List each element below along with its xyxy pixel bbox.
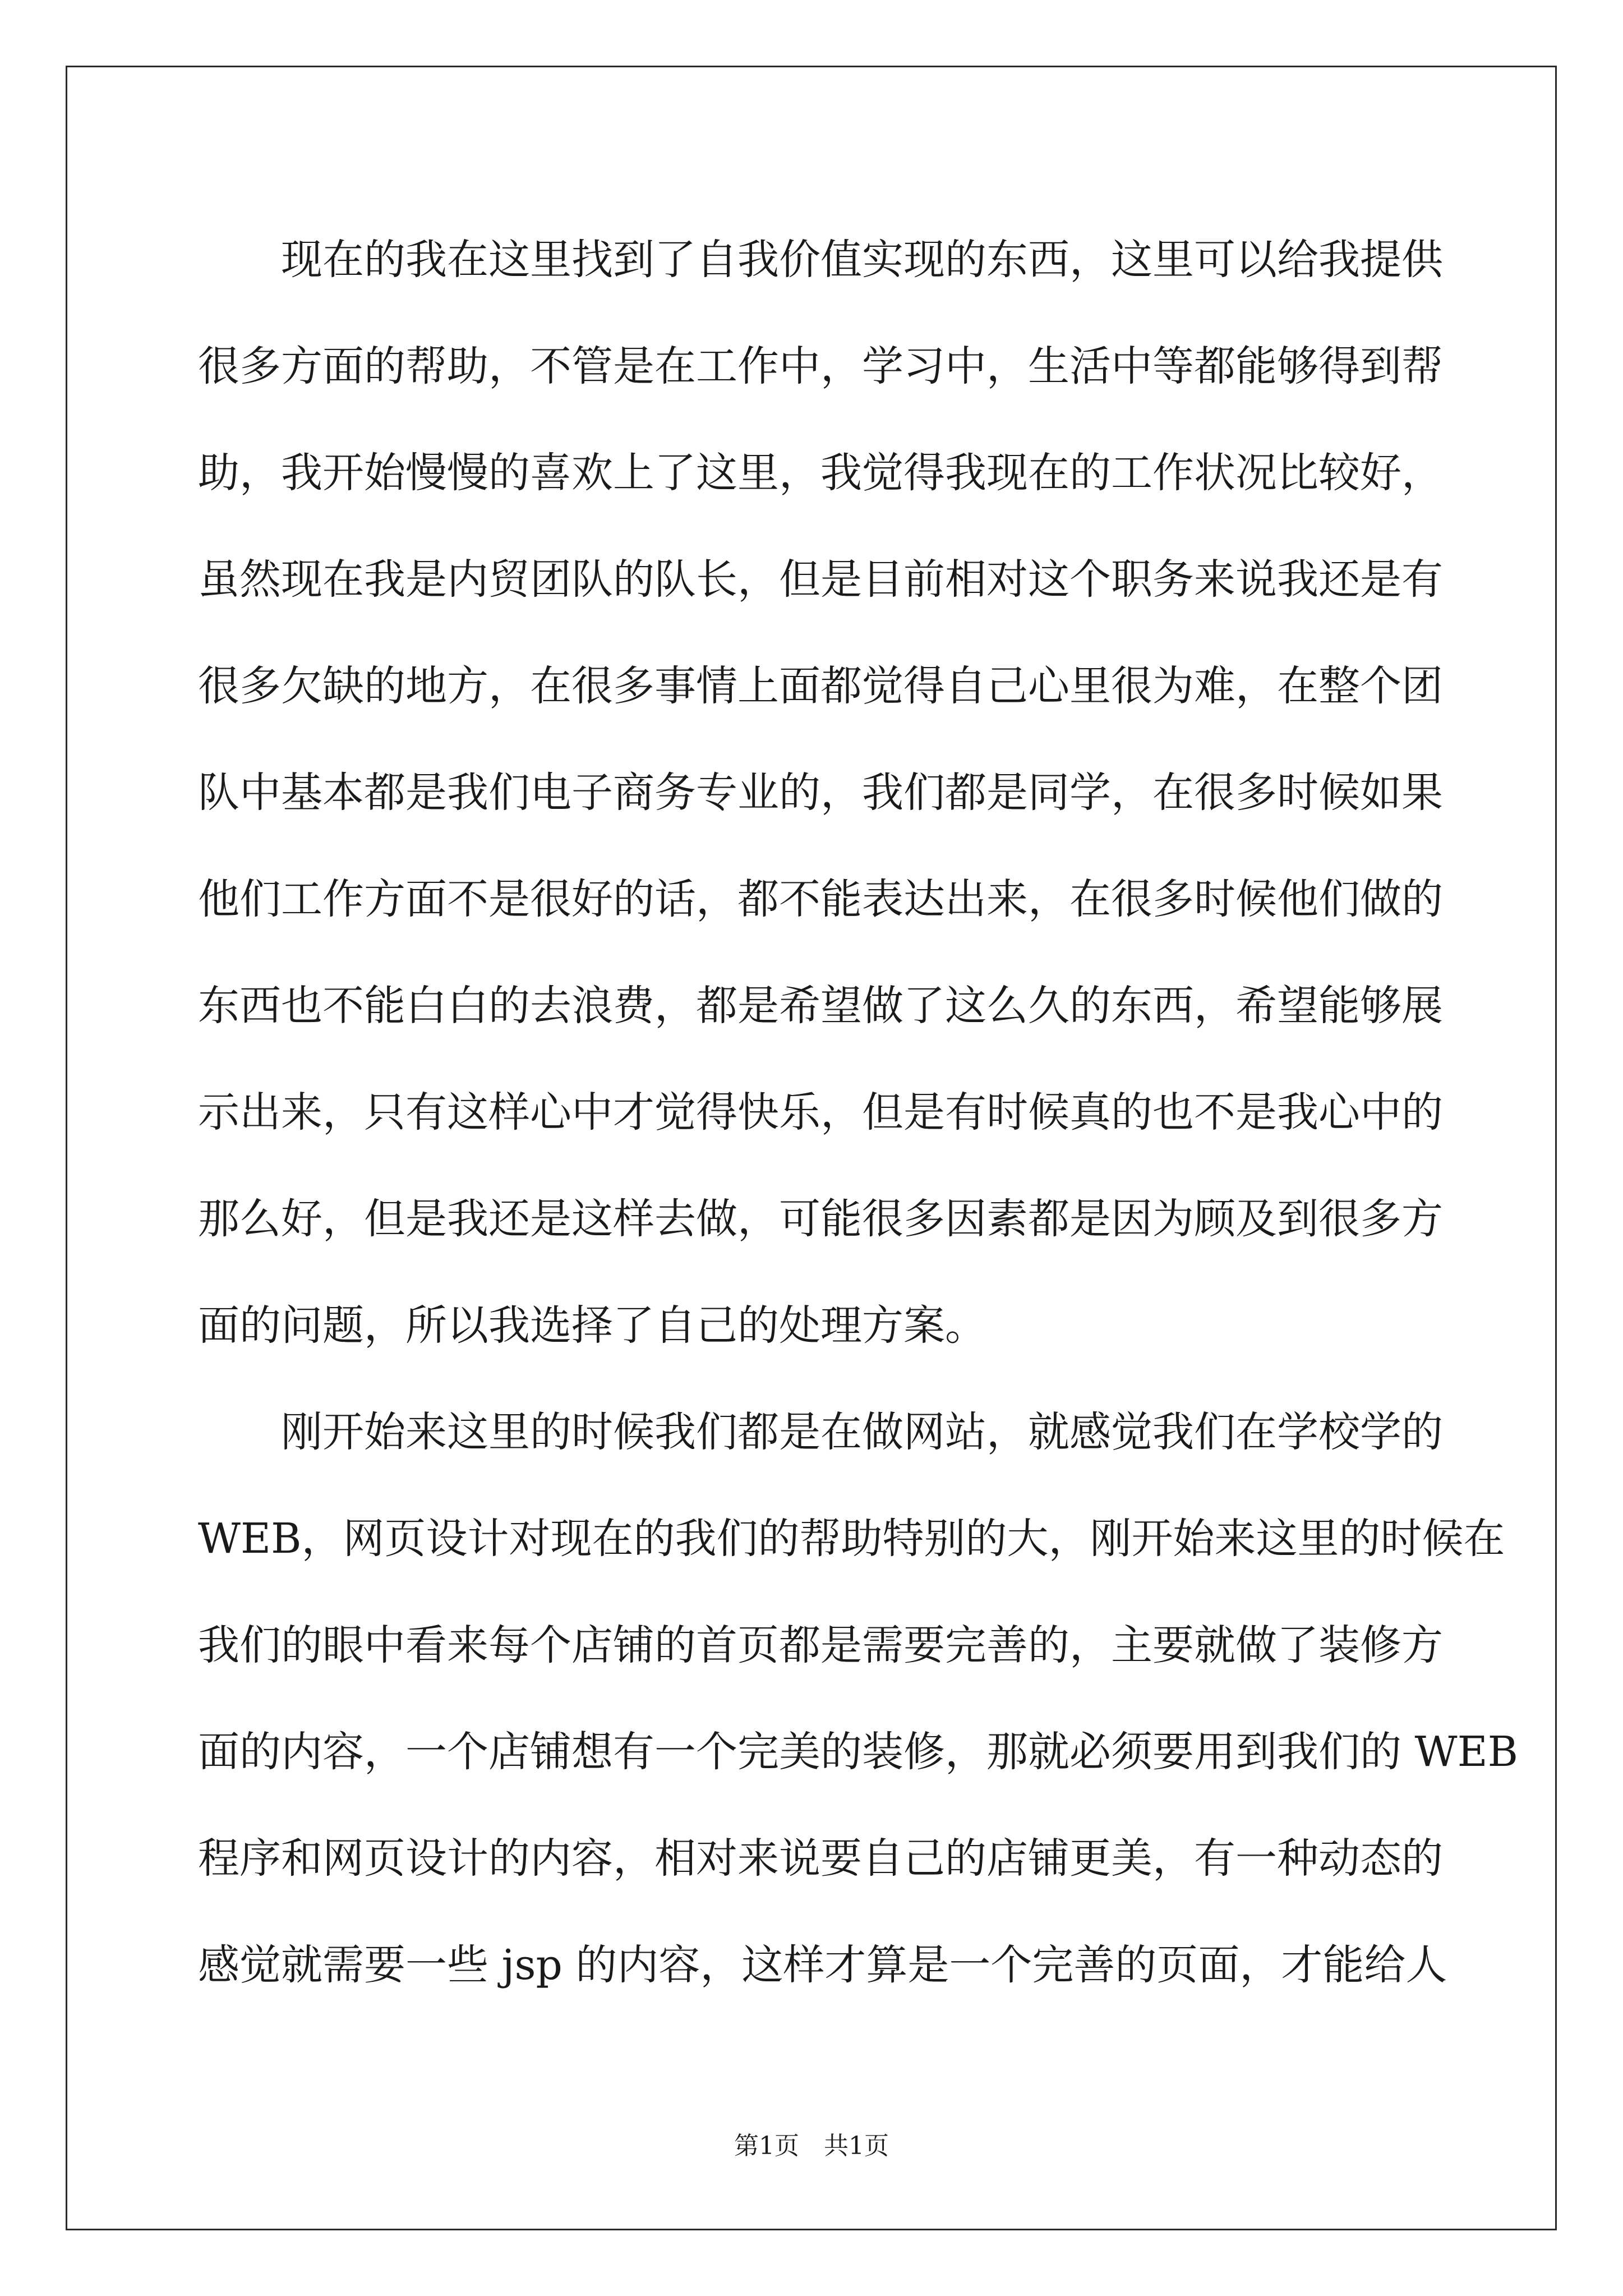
text-line: 示出来，只有这样心中才觉得快乐，但是有时候真的也不是我心中的 bbox=[198, 1088, 1443, 1137]
text-line: 队中基本都是我们电子商务专业的，我们都是同学，在很多时候如果 bbox=[198, 769, 1443, 817]
text-line: WEB，网页设计对现在的我们的帮助特别的大，刚开始来这里的时候在 bbox=[198, 1515, 1505, 1563]
page-footer: 第1页 共1页 bbox=[734, 2132, 889, 2160]
text-line: 那么好，但是我还是这样去做，可能很多因素都是因为顾及到很多方 bbox=[198, 1195, 1443, 1243]
text-line: 我们的眼中看来每个店铺的首页都是需要完善的，主要就做了装修方 bbox=[198, 1621, 1443, 1669]
text-line: 东西也不能白白的去浪费，都是希望做了这么久的东西，希望能够展 bbox=[198, 982, 1443, 1030]
text-line: 感觉就需要一些 jsp 的内容，这样才算是一个完善的页面，才能给人 bbox=[198, 1941, 1447, 1989]
text-line: 刚开始来这里的时候我们都是在做网站，就感觉我们在学校学的 bbox=[198, 1408, 1443, 1456]
text-line: 程序和网页设计的内容，相对来说要自己的店铺更美，有一种动态的 bbox=[198, 1834, 1443, 1883]
text-line: 面的内容，一个店铺想有一个完美的装修，那就必须要用到我们的 WEB bbox=[198, 1728, 1518, 1776]
document-body bbox=[198, 206, 1518, 2018]
text-line: 很多方面的帮助，不管是在工作中，学习中，生活中等都能够得到帮 bbox=[198, 342, 1443, 390]
text-line: 面的问题，所以我选择了自己的处理方案。 bbox=[198, 1301, 986, 1350]
text-line: 虽然现在我是内贸团队的队长，但是目前相对这个职务来说我还是有 bbox=[198, 555, 1443, 604]
text-line: 现在的我在这里找到了自我价值实现的东西，这里可以给我提供 bbox=[198, 236, 1443, 284]
text-line: 很多欠缺的地方，在很多事情上面都觉得自己心里很为难，在整个团 bbox=[198, 662, 1443, 710]
text-line: 助，我开始慢慢的喜欢上了这里，我觉得我现在的工作状况比较好， bbox=[198, 449, 1443, 497]
text-line: 他们工作方面不是很好的话，都不能表达出来，在很多时候他们做的 bbox=[198, 875, 1443, 923]
